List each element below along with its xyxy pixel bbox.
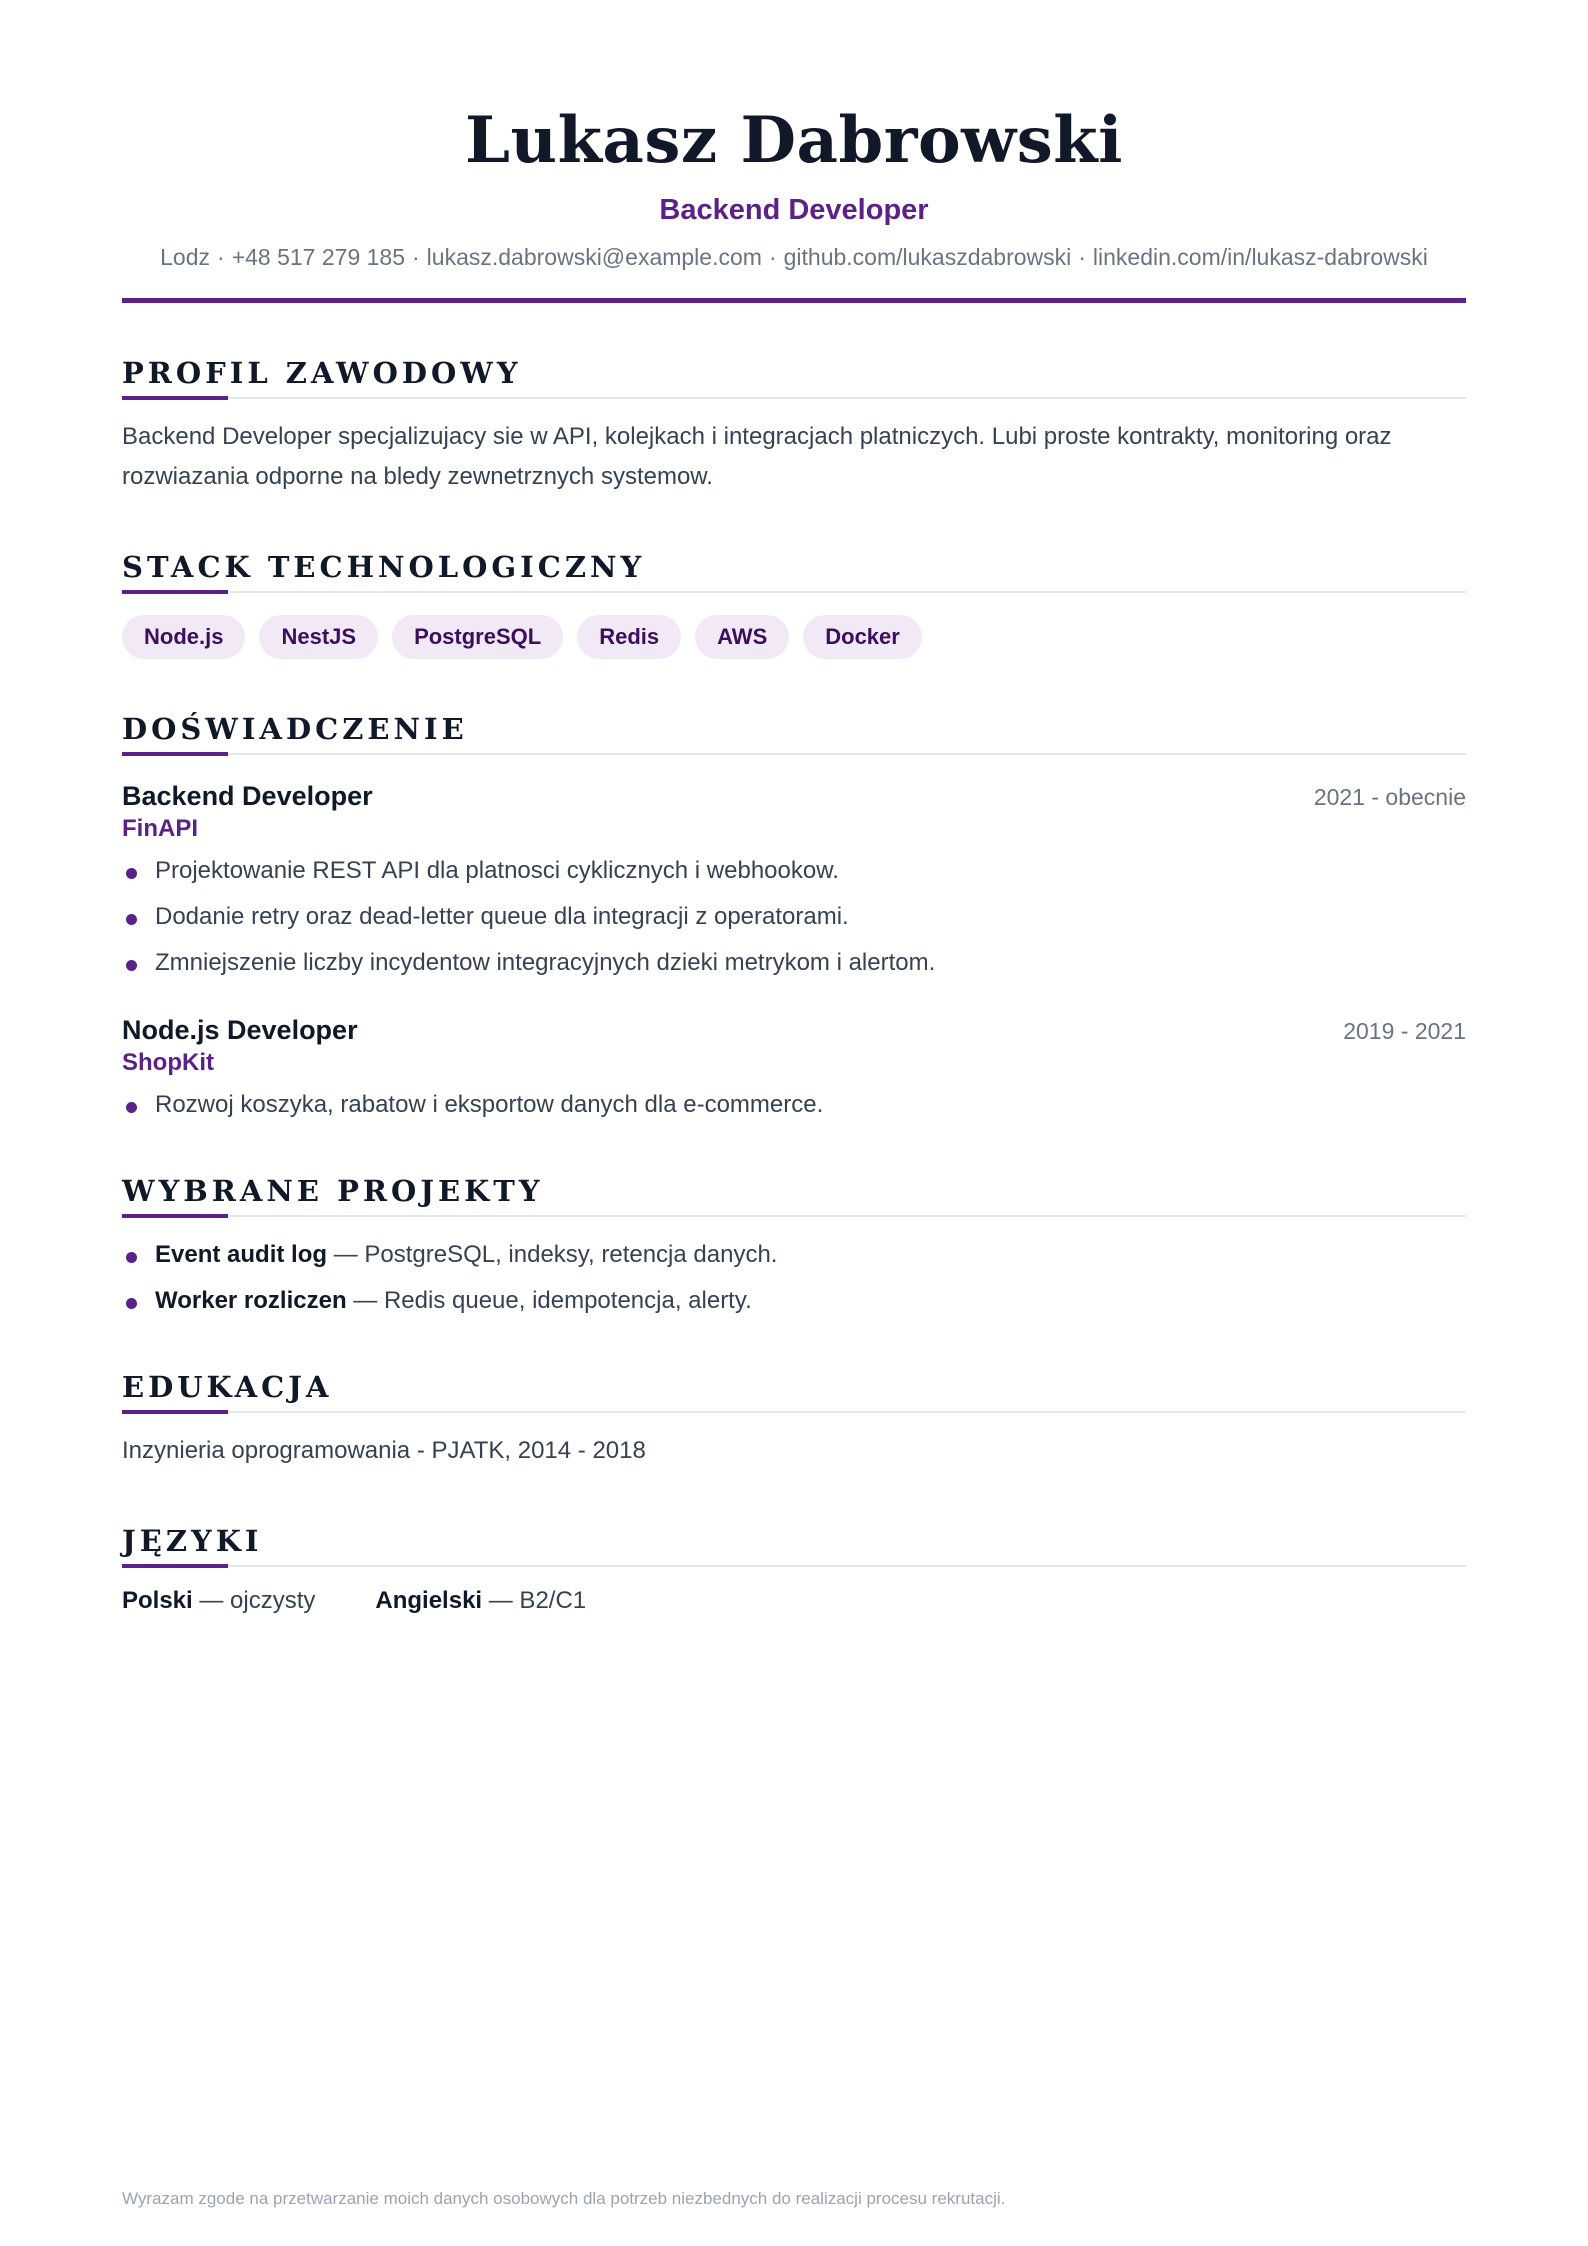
job-dates: 2019 - 2021: [1343, 1018, 1466, 1044]
section-title: EDUKACJA: [122, 1370, 333, 1404]
section-divider: [122, 591, 1466, 593]
tech-chips: [122, 615, 1466, 659]
project-desc: — PostgreSQL, indeksy, retencja danych.: [333, 1241, 778, 1268]
job-bullet: Rozwoj koszyka, rabatow i eksportow danych dla e-commerce.: [122, 1089, 1466, 1121]
section-projects: [122, 1173, 1466, 1317]
tech-chip: NestJS: [259, 615, 378, 659]
project-list: [122, 1239, 1466, 1317]
job-bullet: Projektowanie REST API dla platnosci cyklicznych i webhookow.: [122, 855, 1466, 887]
section-divider: [122, 1411, 1466, 1413]
job-dates: 2021 - obecnie: [1313, 784, 1466, 810]
section-languages: [122, 1523, 1466, 1617]
project-desc: — Redis queue, idempotencja, alerty.: [353, 1287, 752, 1314]
job-company: ShopKit: [122, 1049, 214, 1076]
language-level: — ojczysty: [199, 1587, 316, 1614]
contact-separator: ·: [768, 244, 777, 270]
section-stack: [122, 549, 1466, 659]
header-divider: [122, 298, 1466, 303]
contact-phone: +48 517 279 185: [231, 244, 405, 270]
section-divider: [122, 753, 1466, 755]
candidate-role: Backend Developer: [659, 194, 929, 226]
candidate-name: Lukasz Dabrowski: [465, 103, 1123, 178]
profile-text: Backend Developer specjalizujacy sie w API, kolejkach i integracjach platniczych. Lubi proste kontrakty, monitoring oraz rozwiazania odporne na bledy zewnetrznych systemow.: [122, 423, 1392, 490]
section-experience: [122, 711, 1466, 1121]
job-bullet: Zmniejszenie liczby incydentow integracyjnych dzieki metrykom i alertom.: [122, 947, 1466, 979]
tech-chip: Redis: [577, 615, 681, 659]
job-entry: [122, 1013, 1466, 1121]
section-title: DOŚWIADCZENIE: [122, 712, 468, 746]
job-header: [122, 1013, 1466, 1047]
contact-separator: ·: [1078, 244, 1086, 270]
language-name: Angielski: [375, 1587, 483, 1614]
job-bullet: Dodanie retry oraz dead-letter queue dla integracji z operatorami.: [122, 901, 1466, 933]
tech-chip: Node.js: [122, 615, 245, 659]
contact-linkedin[interactable]: linkedin.com/in/lukasz-dabrowski: [1092, 244, 1428, 270]
section-divider: [122, 397, 1466, 399]
job-title: Node.js Developer: [122, 1015, 358, 1045]
section-divider: [122, 1565, 1466, 1567]
project-item: [122, 1239, 1466, 1271]
language-name: Polski: [122, 1587, 193, 1614]
project-item: [122, 1285, 1466, 1317]
tech-chip: AWS: [695, 615, 789, 659]
tech-chip: Docker: [803, 615, 922, 659]
section-title: PROFIL ZAWODOWY: [122, 356, 522, 390]
job-bullets: [122, 855, 1466, 979]
section-profile: [122, 355, 1466, 497]
language-list: [122, 1585, 1466, 1617]
tech-chip: PostgreSQL: [392, 615, 563, 659]
project-name: Event audit log: [155, 1241, 328, 1268]
language-item: [122, 1585, 315, 1617]
job-bullets: [122, 1089, 1466, 1121]
contact-separator: ·: [412, 244, 420, 270]
section-divider: [122, 1215, 1466, 1217]
section-title: WYBRANE PROJEKTY: [122, 1174, 544, 1208]
contact-github[interactable]: github.com/lukaszdabrowski: [783, 244, 1072, 270]
contact-email[interactable]: lukasz.dabrowski@example.com: [426, 244, 762, 270]
job-entry: [122, 779, 1466, 979]
language-level: — B2/C1: [488, 1587, 587, 1614]
resume-header: [122, 0, 1466, 303]
contact-city: Lodz: [160, 244, 211, 270]
gdpr-consent-note: Wyrazam zgode na przetwarzanie moich danych osobowych dla potrzeb niezbednych do realizacji procesu rekrutacji.: [122, 2189, 1006, 2208]
section-title: STACK TECHNOLOGICZNY: [122, 550, 646, 584]
job-company: FinAPI: [122, 815, 198, 842]
job-title: Backend Developer: [122, 781, 373, 811]
education-text: Inzynieria oprogramowania - PJATK, 2014 - 2018: [122, 1437, 646, 1464]
contact-separator: ·: [217, 244, 225, 270]
project-name: Worker rozliczen: [155, 1287, 347, 1314]
contact-line: [122, 242, 1466, 272]
job-header: [122, 779, 1466, 813]
language-item: [375, 1585, 586, 1617]
section-education: [122, 1369, 1466, 1471]
section-title: JĘZYKI: [122, 1524, 263, 1558]
